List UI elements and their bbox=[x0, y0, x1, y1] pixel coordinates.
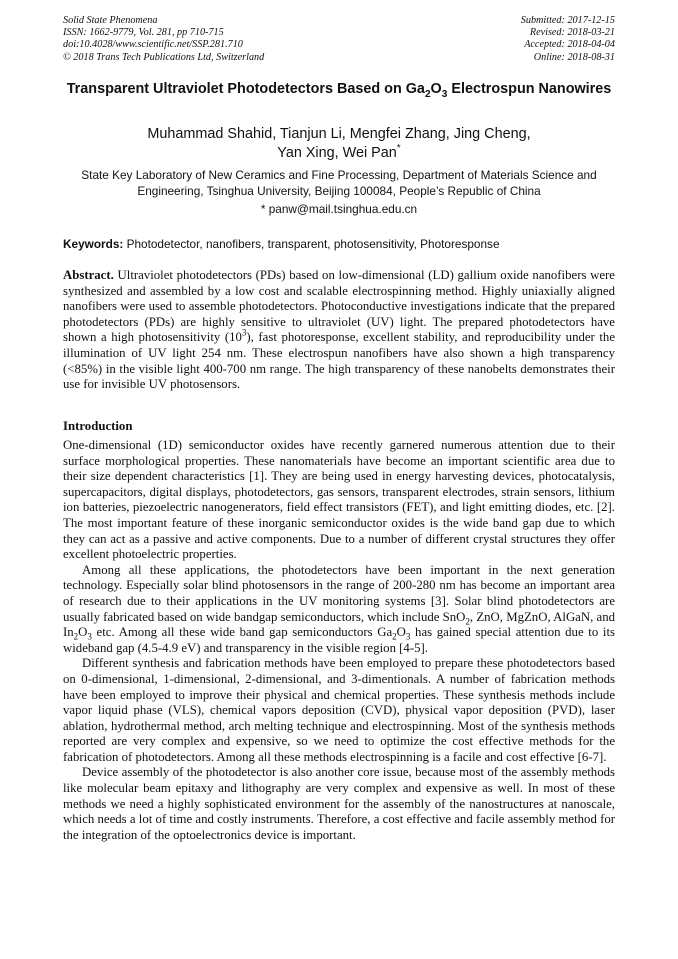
abstract-text: ), fast photoresponse, excellent stability, and reproducibility under the illumination of UV light 254 nm. These electrospun nanofibers have also shown a high transparency (<85%) in the visible light 400-700 nm range. The high transparency of these nanobelts demonstrates their use for invisible UV photosensors. bbox=[63, 330, 615, 392]
title-text: Transparent Ultraviolet Photodetectors Based on Ga bbox=[66, 81, 425, 97]
subscript: 3 bbox=[87, 631, 92, 642]
introduction-body bbox=[63, 438, 615, 843]
issn-line: ISSN: 1662-9779, Vol. 281, pp 710-715 bbox=[63, 27, 224, 39]
copyright-line: © 2018 Trans Tech Publications Ltd, Switzerland bbox=[63, 51, 265, 63]
paragraph-1: One-dimensional (1D) semiconductor oxides have recently garnered numerous attention due to their surface morphological properties. These nanomaterials have become an important scientific area due to their size dependent characteristics [1]. They are being used in energy harvesting devices, photocatalysis, supercapacitors, digital displays, photodetectors, gas sensors, transparent electrodes, strain sensors, lithium ion batteries, piezoelectric nanogenerators, field effect transistors (FET), and light emitting diodes, etc. [2]. The most important feature of these inorganic semiconductor oxides is the wide band gap due to which they can act as a passive and active components. Due to a number of different crystal structures they offer excellent photoelectric properties. bbox=[63, 438, 615, 562]
affiliation: State Key Laboratory of New Ceramics and Fine Processing, Department of Materials Science and Engineering, Tsinghua University, Beijing 100084, People’s Republic of China bbox=[81, 168, 597, 198]
section-heading-introduction: Introduction bbox=[63, 419, 133, 433]
paragraph-2 bbox=[63, 563, 615, 657]
authors-line-2-text: Yan Xing, Wei Pan bbox=[277, 145, 397, 161]
authors-line-2 bbox=[63, 144, 615, 163]
doi-line: doi:10.4028/www.scientific.net/SSP.281.710 bbox=[63, 39, 243, 51]
keywords-text: Photodetector, nanofibers, transparent, photosensitivity, Photoresponse bbox=[123, 237, 500, 251]
paper-title bbox=[63, 80, 615, 99]
accepted-date: Accepted: 2018-04-04 bbox=[524, 39, 615, 51]
paragraph-4: Device assembly of the photodetector is also another core issue, because most of the assembly methods like molecular beam epitaxy and lithography are very complex and expensive as well. In most of these methods we need a highly sophisticated environment for the assembly of the nanostructures at nanoscale, which needs a lot of time and costly instruments. Therefore, a cost effective and facile assembly method for the integration of the optoelectronics device is important. bbox=[63, 765, 615, 842]
abstract-text: Ultraviolet photodetectors (PDs) based on low-dimensional (LD) gallium oxide nanofibers were synthesized and assembled by a low cost and scalable electrospinning method. Highly uniaxially aligned nanofibers were used to assemble photodetectors. Photoconductive investigations indicate that the prepared photodetectors (PDs) are highly sensitive to ultraviolet (UV) light. The prepared photodetectors have shown a high photosensitivity (10 bbox=[63, 268, 615, 345]
abstract-superscript: 3 bbox=[241, 328, 247, 339]
subscript: 2 bbox=[73, 631, 79, 642]
paragraph-text: O bbox=[396, 625, 406, 640]
paragraph-text: has gained special attention due to its wideband gap (4.5-4.9 eV) and transparency in the visible region [4-5]. bbox=[63, 625, 615, 655]
title-subscript: 2 bbox=[424, 88, 431, 100]
corresponding-email: * panw@mail.tsinghua.edu.cn bbox=[260, 202, 418, 216]
title-text: Electrospun Nanowires bbox=[447, 81, 612, 97]
paragraph-text: , ZnO, MgZnO, AlGaN, and In bbox=[63, 609, 615, 640]
subscript: 3 bbox=[405, 631, 411, 642]
author-list bbox=[63, 125, 615, 163]
submitted-date: Submitted: 2017-12-15 bbox=[520, 15, 615, 26]
paragraph-text: O bbox=[78, 625, 88, 640]
subscript: 2 bbox=[392, 631, 397, 642]
authors-line-1: Muhammad Shahid, Tianjun Li, Mengfei Zhang, Jing Cheng, bbox=[147, 126, 531, 142]
journal-name: Solid State Phenomena bbox=[63, 15, 158, 26]
paragraph-text: etc. Among all these wide band gap semiconductors Ga bbox=[91, 625, 393, 640]
subscript: 2 bbox=[465, 616, 470, 627]
corresponding-mark: * bbox=[396, 143, 401, 155]
title-subscript: 3 bbox=[441, 88, 448, 100]
keywords-label: Keywords: bbox=[63, 237, 124, 251]
revised-date: Revised: 2018-03-21 bbox=[529, 27, 615, 39]
journal-header-right bbox=[521, 15, 615, 64]
title-text: O bbox=[430, 81, 442, 97]
online-date: Online: 2018-08-31 bbox=[533, 51, 615, 63]
journal-header-left bbox=[63, 15, 264, 64]
paragraph-3: Different synthesis and fabrication methods have been employed to prepare these photodetectors based on 0-dimensional, 1-dimensional, 2-dimensional, and 3-dimentionals. A number of fabrication methods have been employed to improve their physical and chemical properties. These synthesis methods include vapor liquid phase (VLS), chemical vapors deposition (CVD), physical vapor deposition (PVD), laser ablation, hydrothermal method, arch melting technique and electrospinning. Most of the synthesis methods reported are very complex and expensive, so we need to optimize the cost effective methods for the fabrication of photodetectors. Among all these methods electrospinning is a facile and cost effective [6-7]. bbox=[63, 656, 615, 764]
paragraph-text: Among all these applications, the photodetectors have been important in the next generation technology. Especially solar blind photosensors in the range of 200-280 nm has become an important area of research due to their applications in the UV monitoring systems [3]. Solar blind photodetectors are usually fabricated based on wide bandgap semiconductors, which include SnO bbox=[63, 562, 615, 624]
abstract bbox=[63, 268, 615, 393]
abstract-label: Abstract. bbox=[63, 268, 114, 282]
keywords bbox=[63, 237, 615, 252]
